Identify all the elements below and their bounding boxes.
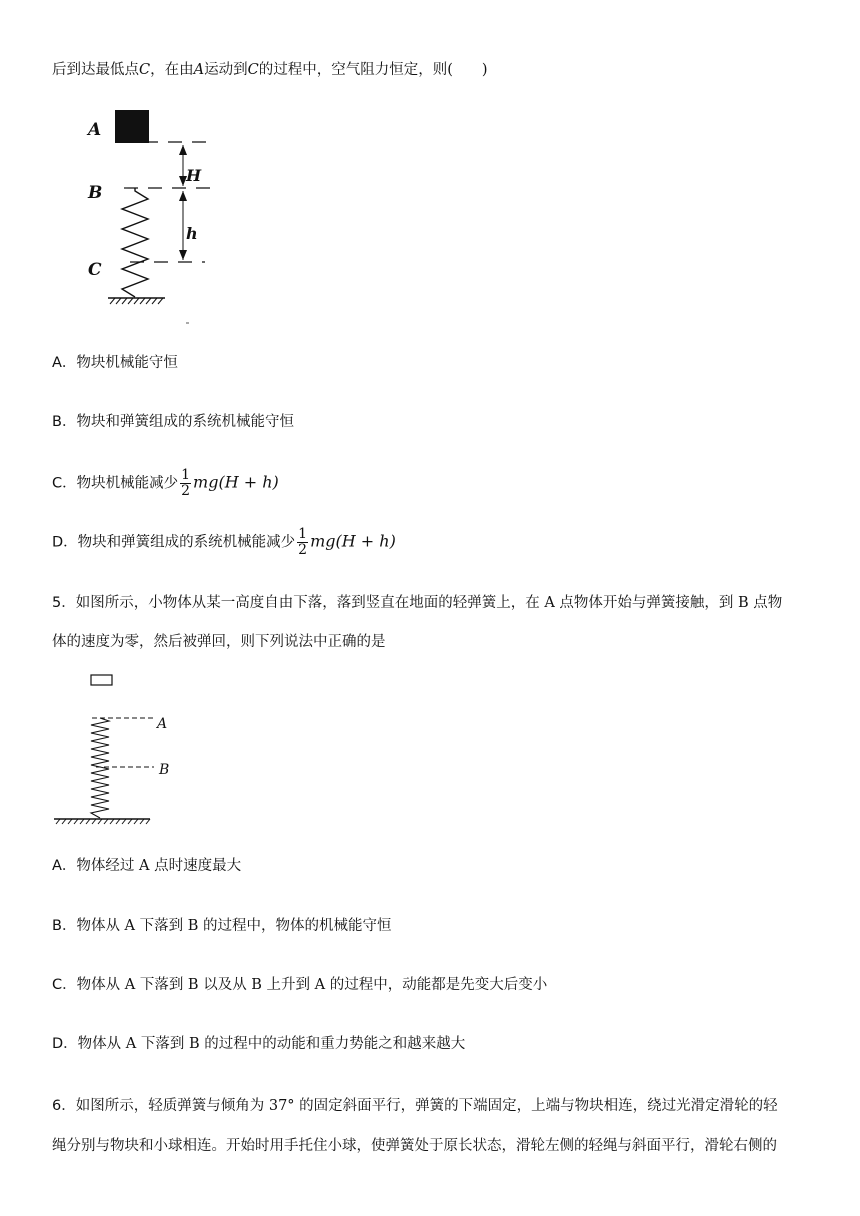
q4-option-c-frac-num: 1: [181, 467, 191, 483]
q4-option-b-letter: B．: [52, 414, 77, 430]
q4-option-a[interactable]: [52, 353, 178, 373]
q5-option-c[interactable]: [52, 975, 547, 995]
q5-spring: [91, 718, 109, 818]
q5-stem-text-2: 体的速度为零，然后被弹回，则下列说法中正确的是: [52, 634, 386, 650]
q5-option-b[interactable]: [52, 916, 392, 936]
q4-option-c-letter: C．: [52, 475, 77, 492]
q4-option-d[interactable]: [52, 527, 396, 558]
q5-stem-line-2: [52, 632, 386, 652]
q4-option-c-text: 物块机械能减少: [76, 475, 179, 492]
q5-option-c-letter: C．: [52, 977, 77, 993]
q5-option-c-text: 物体从 A 下落到 B 以及从 B 上升到 A 的过程中，动能都是先变大后变小: [76, 977, 548, 993]
q5-stem-text-1: 如图所示，小物体从某一高度自由下落，落到竖直在地面的轻弹簧上，在 A 点物体开始与弹簧接触，到 B 点物: [75, 595, 783, 611]
q4-stem-text-4: 的过程中，空气阻力恒定，则( ): [258, 62, 488, 78]
q4-option-d-letter: D．: [52, 534, 78, 551]
q4-spring: [122, 188, 148, 297]
q6-stem-line-2: [52, 1136, 777, 1156]
q4-stem-point-c: C: [139, 62, 151, 78]
q4-block: [115, 110, 149, 143]
q5-option-a-letter: A．: [52, 858, 77, 874]
q4-label-c: C: [88, 260, 102, 280]
q5-object: [91, 675, 112, 685]
q6-stem-text-2: 绳分别与物块和小球相连。开始时用手托住小球，使弹簧处于原长状态，滑轮左侧的轻绳与斜面平行，滑轮右侧的: [52, 1138, 777, 1154]
q4-label-big-h: H: [186, 166, 202, 185]
q4-spring-figure: [80, 105, 300, 325]
q5-option-d[interactable]: [52, 1034, 465, 1054]
q5-option-b-text: 物体从 A 下落到 B 的过程中，物体的机械能守恒: [76, 918, 392, 934]
q5-option-a-text: 物体经过 A 点时速度最大: [76, 858, 242, 874]
q4-stem-text-2: ，在由: [150, 62, 194, 78]
q4-stem-point-a: A: [193, 62, 205, 78]
q5-label-b: B: [159, 762, 170, 778]
q4-stem-tail: [52, 60, 488, 80]
q5-stem-line-1: [52, 593, 782, 613]
q4-option-b-text: 物块和弹簧组成的系统机械能守恒: [76, 414, 294, 430]
q4-option-c-fraction: [180, 468, 191, 499]
q4-option-d-formula: mg(H + h): [310, 531, 396, 551]
q6-stem-line-1: [52, 1096, 778, 1116]
q4-stem-point-c2: C: [247, 62, 259, 78]
q5-number: 5．: [52, 595, 76, 611]
q4-option-c-frac-den: 2: [181, 483, 191, 499]
q5-spring-figure: [52, 670, 252, 830]
q4-stem-text-3: 运动到: [204, 62, 248, 78]
q4-option-d-frac-den: 2: [298, 542, 308, 558]
q5-option-b-letter: B．: [52, 918, 77, 934]
q4-label-b: B: [88, 183, 103, 203]
q4-label-a: A: [88, 120, 102, 140]
q4-label-small-h: h: [186, 224, 198, 243]
q4-option-d-fraction: [297, 527, 308, 558]
q4-stem-text-1: 后到达最低点: [52, 62, 139, 78]
q4-option-c[interactable]: [52, 468, 279, 499]
q4-option-a-text: 物块机械能守恒: [76, 355, 178, 371]
q4-option-d-frac-num: 1: [298, 526, 308, 542]
q6-number: 6．: [52, 1098, 76, 1114]
q4-option-d-text: 物块和弹簧组成的系统机械能减少: [77, 534, 296, 551]
q5-option-d-letter: D．: [52, 1036, 78, 1052]
q5-label-a: A: [157, 716, 168, 732]
q5-option-d-text: 物体从 A 下落到 B 的过程中的动能和重力势能之和越来越大: [77, 1036, 466, 1052]
q5-option-a[interactable]: [52, 856, 241, 876]
q4-option-b[interactable]: [52, 412, 294, 432]
q6-stem-text-1: 如图所示，轻质弹簧与倾角为 37° 的固定斜面平行，弹簧的下端固定，上端与物块相连，绕过光滑定滑轮的轻: [75, 1098, 778, 1114]
q4-option-a-letter: A．: [52, 355, 77, 371]
q4-option-c-formula: mg(H + h): [193, 472, 279, 492]
